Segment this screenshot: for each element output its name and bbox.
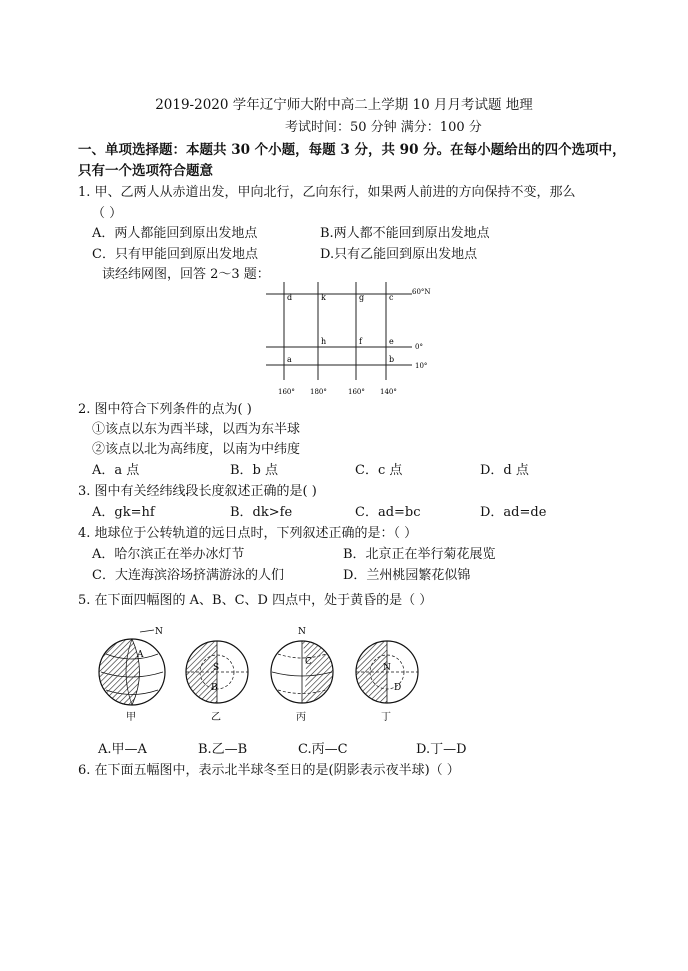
q1-answer-paren: （ ） (92, 206, 123, 221)
globe-jia-caption: 甲 (126, 712, 136, 723)
q4-stem: 4. 地球位于公转轨道的远日点时，下列叙述正确的是：（ ） (78, 526, 418, 541)
q4-option-d: D．兰州桃园繁花似锦 (343, 568, 471, 583)
point-b: b (389, 355, 395, 364)
globe-bing (271, 627, 333, 723)
graticule-figure (262, 280, 442, 400)
q2-option-c: C．c 点 (355, 463, 403, 478)
lon-label-4: 140° (380, 388, 397, 396)
globe-yi-caption: 乙 (211, 712, 221, 723)
globe-bing-north: N (298, 627, 306, 637)
q3-option-a: A．gk=hf (92, 505, 155, 520)
q5-option-c: C.丙—C (298, 742, 348, 757)
q2-option-a: A．a 点 (92, 463, 140, 478)
q2-option-b: B．b 点 (230, 463, 279, 478)
point-a: a (287, 355, 292, 364)
point-k: k (321, 293, 326, 302)
globe-jia (99, 627, 165, 723)
globe-bing-caption: 丙 (296, 712, 306, 723)
q5-option-b: B.乙—B (198, 742, 248, 757)
q3-option-d: D．ad=de (480, 505, 547, 520)
q3-stem: 3. 图中有关经纬线段长度叙述正确的是( ) (78, 484, 317, 499)
globe-yi (186, 641, 248, 723)
q2-condition-2: ②该点以北为高纬度，以南为中纬度 (92, 442, 301, 457)
q1-option-c: C．只有甲能回到原出发地点 (92, 247, 258, 262)
q2-option-d: D．d 点 (480, 463, 529, 478)
globe-ding (356, 641, 418, 723)
intro-q2-q3: 读经纬网图，回答 2～3 题： (102, 267, 270, 282)
q5-option-a: A.甲—A (98, 742, 147, 757)
globe-bing-point-c: C (305, 657, 312, 667)
q1-stem: 1. 甲、乙两人从赤道出发，甲向北行，乙向东行，如果两人前进的方向保持不变，那么 (78, 185, 576, 200)
q1-option-a: A．两人都能回到原出发地点 (92, 226, 258, 241)
section-heading-line1: 一、单项选择题：本题共 30 个小题，每题 3 分，共 90 分。在每小题给出的四个选项中， (78, 142, 626, 158)
globe-jia-point-a: A (137, 650, 144, 660)
globe-ding-pole-n: N (383, 663, 391, 673)
q2-stem: 2. 图中符合下列条件的点为( ) (78, 402, 252, 417)
point-h: h (321, 337, 327, 346)
globe-ding-caption: 丁 (381, 712, 391, 723)
lat-label-10: 10° (415, 362, 428, 370)
q5-stem: 5. 在下面四幅图的 A、B、C、D 四点中，处于黄昏的是（ ） (78, 593, 433, 608)
lon-label-2: 180° (310, 388, 327, 396)
q3-option-b: B．dk>fe (230, 505, 293, 520)
lon-label-1: 160° (278, 388, 295, 396)
section-heading-line2: 只有一个选项符合题意 (78, 163, 213, 179)
paper-title: 2019-2020 学年辽宁师大附中高二上学期 10 月月考试题 地理 (155, 97, 533, 113)
globe-ding-point-d: D (394, 683, 402, 693)
point-d: d (287, 293, 293, 302)
globe-yi-pole-s: S (213, 663, 220, 673)
q4-option-b: B．北京正在举行菊花展览 (343, 547, 496, 562)
exam-info: 考试时间：50 分钟 满分：100 分 (285, 120, 482, 135)
lat-label-0: 0° (415, 343, 423, 351)
globe-jia-north: N (155, 627, 163, 637)
q4-option-c: C．大连海滨浴场挤满游泳的人们 (92, 568, 284, 583)
globe-yi-point-b: B (211, 683, 218, 693)
q3-option-c: C．ad=bc (355, 505, 421, 520)
q1-option-b: B.两人都不能回到原出发地点 (320, 226, 490, 241)
point-c: c (389, 293, 394, 302)
q1-option-d: D.只有乙能回到原出发地点 (320, 247, 478, 262)
point-f: f (359, 337, 362, 346)
q6-stem: 6. 在下面五幅图中，表示北半球冬至日的是(阴影表示夜半球)（ ） (78, 763, 460, 778)
q5-option-d: D.丁—D (416, 742, 467, 757)
q4-option-a: A．哈尔滨正在举办冰灯节 (92, 547, 245, 562)
lat-label-60n: 60°N (412, 288, 431, 296)
point-g: g (359, 293, 365, 302)
point-e: e (389, 337, 394, 346)
lon-label-3: 160° (348, 388, 365, 396)
q2-condition-1: ①该点以东为西半球，以西为东半球 (92, 422, 301, 437)
q5-globes-figure (92, 622, 422, 728)
